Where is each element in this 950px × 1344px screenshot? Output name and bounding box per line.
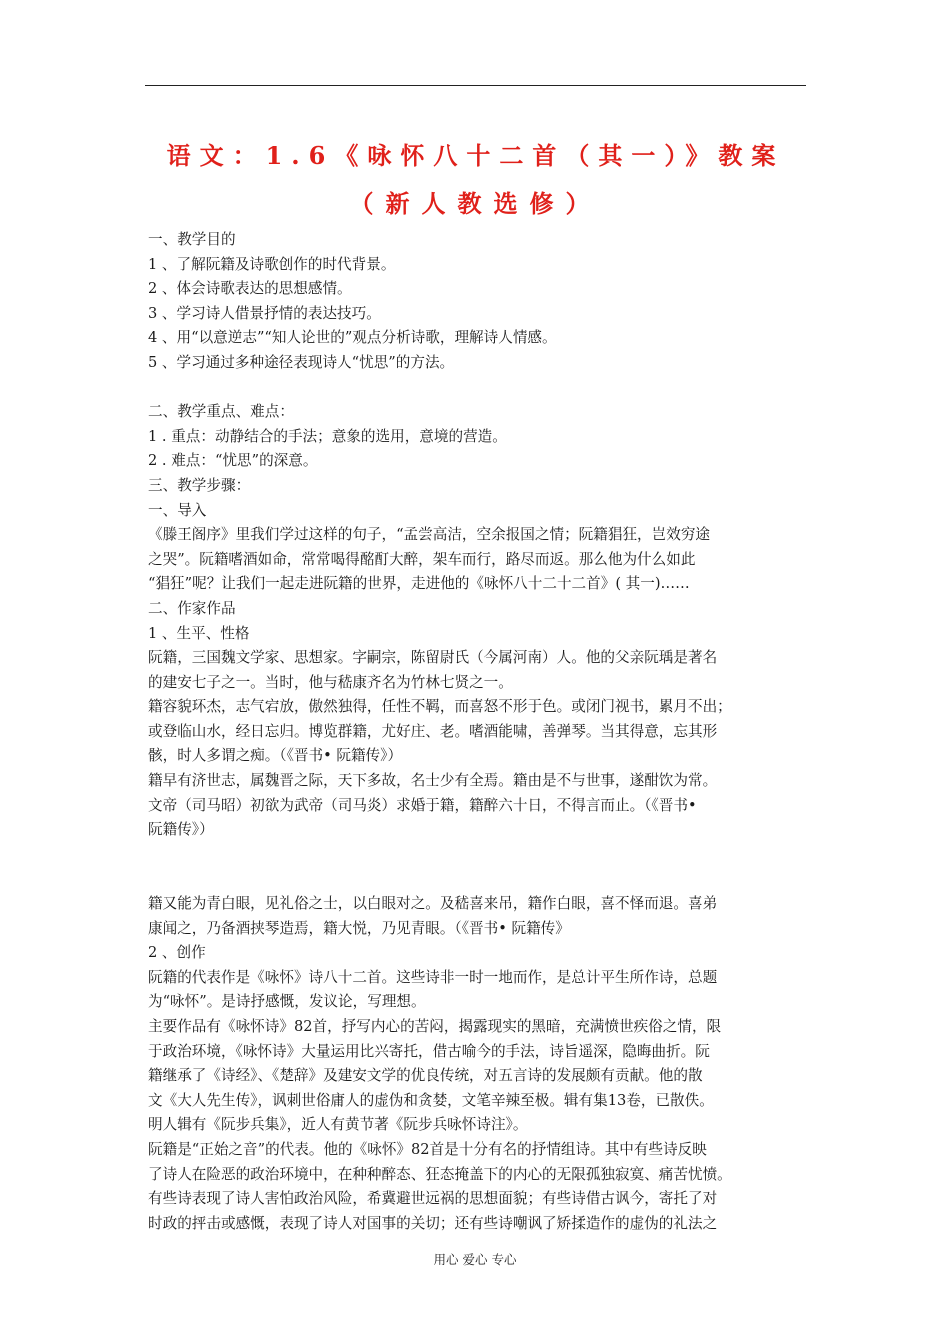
section-heading-goals: 一、教学目的: [148, 231, 236, 248]
life-line: 阮籍传》）: [148, 821, 214, 839]
intro-line: “猖狂”呢？让我们一起走进阮籍的世界，走进他的《咏怀八十二十二首》( 其一)……: [148, 575, 690, 593]
works-line: 文《大人先生传》，讽刺世俗庸人的虚伪和贪婪，文笔辛辣至极。辑有集13卷，已散佚。: [148, 1091, 714, 1109]
works-line: 于政治环境，《咏怀诗》大量运用比兴寄托，借古喻今的手法，诗旨遥深，隐晦曲折。阮: [148, 1042, 710, 1060]
goal-item: 3 、学习诗人借景抒情的表达技巧。: [148, 304, 381, 322]
keypoint-item: 1 . 重点：动静结合的手法；意象的选用，意境的营造。: [148, 427, 507, 445]
author-heading: 二、作家作品: [148, 599, 236, 617]
works-line: 时政的抨击或感慨，表现了诗人对国事的关切；还有些诗嘲讽了矫揉造作的虚伪的礼法之: [148, 1214, 718, 1232]
life-line: 或登临山水，经日忘归。博览群籍，尤好庄、老。嗜酒能啸，善弹琴。当其得意，忘其形: [148, 722, 718, 740]
works-heading: 2 、创作: [148, 944, 206, 962]
section-heading-steps: 三、教学步骤：: [148, 476, 251, 494]
intro-line: 之哭”。阮籍嗜酒如命，常常喝得酩酊大醉，架车而行，路尽而返。那么他为什么如此: [148, 550, 696, 568]
goal-item: 2 、体会诗歌表达的思想感情。: [148, 280, 352, 298]
life-line: 阮籍，三国魏文学家、思想家。字嗣宗，陈留尉氏（今属河南）人。他的父亲阮瑀是著名: [148, 649, 718, 667]
life-line: 籍又能为青白眼，见礼俗之士，以白眼对之。及嵇喜来吊，籍作白眼，喜不怿而退。喜弟: [148, 895, 718, 913]
works-line: 有些诗表现了诗人害怕政治风险，希冀避世远祸的思想面貌；有些诗借古讽今，寄托了对: [148, 1190, 718, 1208]
section-heading-keypoints: 二、教学重点、难点：: [148, 403, 294, 421]
works-line: 阮籍的代表作是《咏怀》诗八十二首。这些诗非一时一地而作，是总计平生所作诗，总题: [148, 968, 718, 986]
intro-heading: 一、导入: [148, 501, 207, 519]
life-line: 康闻之，乃备酒挟琴造焉，籍大悦，乃见青眼。（《晋书• 阮籍传》: [148, 919, 570, 937]
life-line: 籍容貌环杰，志气宕放，傲然独得，任性不羁，而喜怒不形于色。或闭门视书，累月不出；: [148, 698, 732, 716]
works-line: 阮籍是“正始之音”的代表。他的《咏怀》82首是十分有名的抒情组诗。其中有些诗反映: [148, 1140, 707, 1158]
keypoint-item: 2 . 难点：“忧思”的深意。: [148, 452, 318, 470]
document-subtitle: （新人教选修）: [349, 189, 602, 218]
life-line: 的建安七子之一。当时，他与嵇康齐名为竹林七贤之一。: [148, 673, 513, 691]
document-body: [148, 228, 808, 1236]
works-line: 籍继承了《诗经》、《楚辞》及建安文学的优良传统，对五言诗的发展颇有贡献。他的散: [148, 1067, 703, 1085]
page-footer: 用心 爱心 专心: [433, 1252, 517, 1267]
works-line: 明人辑有《阮步兵集》，近人有黄节著《阮步兵咏怀诗注》。: [148, 1116, 528, 1134]
works-line: 为“咏怀”。是诗抒感慨，发议论，写理想。: [148, 993, 426, 1011]
header-rule: [145, 85, 806, 86]
life-line: 籍早有济世志，属魏晋之际，天下多故，名士少有全焉。籍由是不与世事，遂酣饮为常。: [148, 772, 718, 790]
goal-item: 5 、学习通过多种途径表现诗人“忧思”的方法。: [148, 353, 455, 371]
life-heading: 1 、生平、性格: [148, 624, 250, 642]
works-line: 了诗人在险恶的政治环境中，在种种醉态、狂态掩盖下的内心的无限孤独寂寞、痛苦忧愤。: [148, 1165, 732, 1183]
intro-line: 《滕王阁序》里我们学过这样的句子，“孟尝高洁，空余报国之情；阮籍猖狂，岂效穷途: [148, 526, 711, 544]
life-line: 文帝（司马昭）初欲为武帝（司马炎）求婚于籍，籍醉六十日，不得言而止。（《晋书•: [148, 796, 697, 814]
goal-item: 1 、了解阮籍及诗歌创作的时代背景。: [148, 255, 396, 273]
life-line: 骸，时人多谓之痴。（《晋书• 阮籍传》）: [148, 747, 403, 765]
goal-item: 4 、用“以意逆志”“知人论世的”观点分析诗歌，理解诗人情感。: [148, 329, 557, 347]
works-line: 主要作品有《咏怀诗》82首，抒写内心的苦闷，揭露现实的黑暗，充满愤世疾俗之情，限: [148, 1018, 722, 1035]
document-title: 语文：1.6《咏怀八十二首（其一）》教案: [166, 141, 785, 170]
